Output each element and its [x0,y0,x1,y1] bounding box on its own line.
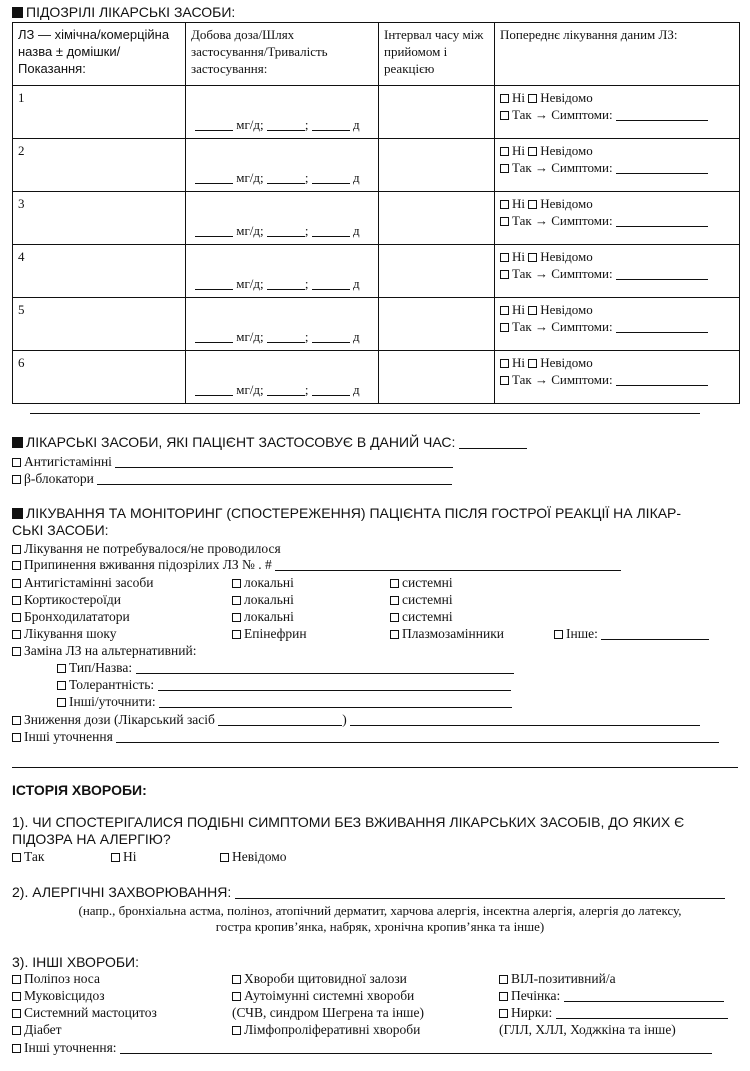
interval-cell[interactable] [379,139,495,192]
table-row [13,139,740,192]
q3-text: 3). ІНШІ ХВОРОБИ: [12,954,139,970]
suspect-drugs-table [12,22,740,404]
table-row [13,298,740,351]
symptoms-field[interactable] [616,161,708,174]
row-number[interactable]: 1 [13,86,186,139]
disease-item[interactable]: Діабет [12,1022,62,1038]
header-drug: ЛЗ — хімічна/комерційна назва ± домішки/Показання: [13,23,186,86]
disease-item[interactable]: Печінка: [499,988,724,1004]
checkbox-no[interactable] [500,94,509,103]
broncho-local[interactable]: локальні [232,609,294,625]
previous-treatment-cell: Ні Невідомо Так → Симптоми: [495,86,740,139]
checkbox-yes[interactable] [500,164,509,173]
q1-no[interactable]: Ні [111,849,137,865]
disease-note: (СЧВ, синдром Шегрена та інше) [232,1005,424,1020]
checkbox-yes[interactable] [500,111,509,120]
checkbox-unknown[interactable] [528,306,537,315]
other-option[interactable]: Інше: [554,626,709,642]
square-bullet-icon [12,508,23,519]
cortico-local[interactable]: локальні [232,592,294,608]
disease-item[interactable]: Лімфопроліферативні хвороби [232,1022,420,1038]
disease-item[interactable]: Хвороби щитовидної залози [232,971,407,987]
checkbox-unknown[interactable] [528,147,537,156]
interval-cell[interactable] [379,245,495,298]
dose-cell[interactable]: мг/д; ; д [186,351,379,404]
disease-item[interactable]: Поліпоз носа [12,971,100,987]
no-treatment-option[interactable]: Лікування не потребувалося/не проводилося [12,541,281,557]
disease-item[interactable]: Аутоімунні системні хвороби [232,988,414,1004]
disease-item[interactable]: ВІЛ-позитивний/а [499,971,616,987]
checkbox-yes[interactable] [500,217,509,226]
replace-type[interactable]: Тип/Назва: [57,660,514,676]
q1-text-cont: ПІДОЗРА НА АЛЕРГІЮ? [12,831,171,847]
stop-option[interactable]: Припинення вживання підозрілих ЛЗ № . # [12,557,621,573]
interval-cell[interactable] [379,86,495,139]
dose-reduce-option[interactable]: Зниження дози (Лікарський засіб ) [12,712,700,728]
checkbox-yes[interactable] [500,376,509,385]
row-number[interactable]: 2 [13,139,186,192]
dose-cell[interactable]: мг/д; ; д [186,298,379,351]
shock-option[interactable]: Лікування шоку [12,626,117,642]
checkbox-no[interactable] [500,359,509,368]
q1-yes[interactable]: Так [12,849,44,865]
plasma-option[interactable]: Плазмозамінники [390,626,504,642]
checkbox-unknown[interactable] [528,200,537,209]
header-dose: Добова доза/Шлях застосування/Тривалість застосування: [186,23,379,86]
dose-cell[interactable]: мг/д; ; д [186,86,379,139]
disease-item[interactable]: Системний мастоцитоз [12,1005,157,1021]
row-number[interactable]: 6 [13,351,186,404]
checkbox-unknown[interactable] [528,253,537,262]
symptoms-field[interactable] [616,373,708,386]
q2-text: 2). АЛЕРГІЧНІ ЗАХВОРЮВАННЯ: [12,884,725,900]
checkbox-yes[interactable] [500,323,509,332]
disease-item[interactable]: Нирки: [499,1005,728,1021]
broncho-systemic[interactable]: системні [390,609,453,625]
dose-cell[interactable]: мг/д; ; д [186,139,379,192]
divider [30,413,700,414]
q1-unknown[interactable]: Невідомо [220,849,287,865]
antihist-option[interactable]: Антигістамінні засоби [12,575,153,591]
suspect-section-title: ПІДОЗРІЛІ ЛІКАРСЬКІ ЗАСОБИ: [12,4,235,20]
checkbox-unknown[interactable] [528,359,537,368]
row-number[interactable]: 5 [13,298,186,351]
dose-cell[interactable]: мг/д; ; д [186,192,379,245]
symptoms-field[interactable] [616,267,708,280]
broncho-option[interactable]: Бронходилататори [12,609,130,625]
replace-option[interactable]: Заміна ЛЗ на альтернативний: [12,643,196,659]
previous-treatment-cell: Ні Невідомо Так → Симптоми: [495,298,740,351]
checkbox[interactable] [12,458,21,467]
epinephrine-option[interactable]: Епінефрин [232,626,307,642]
checkbox-unknown[interactable] [528,94,537,103]
divider [12,767,738,768]
previous-treatment-cell: Ні Невідомо Так → Симптоми: [495,192,740,245]
cortico-systemic[interactable]: системні [390,592,453,608]
checkbox-no[interactable] [500,306,509,315]
antihist-local[interactable]: локальні [232,575,294,591]
table-row [13,192,740,245]
checkbox-no[interactable] [500,253,509,262]
table-row [13,245,740,298]
q2-note: (напр., бронхіальна астма, поліноз, атопічний дерматит, харчова алергія, інсектна алергія, алергія до латексу, [78,903,682,918]
previous-treatment-cell: Ні Невідомо Так → Симптоми: [495,139,740,192]
interval-cell[interactable] [379,351,495,404]
antihist-systemic[interactable]: системні [390,575,453,591]
checkbox-yes[interactable] [500,270,509,279]
symptoms-field[interactable] [616,214,708,227]
current-drugs-title: ЛІКАРСЬКІ ЗАСОБИ, ЯКІ ПАЦІЄНТ ЗАСТОСОВУЄ В ДАНИЙ ЧАС: [12,434,527,450]
symptoms-field[interactable] [616,108,708,121]
row-number[interactable]: 4 [13,245,186,298]
disease-item[interactable]: Муковісцидоз [12,988,105,1004]
checkbox[interactable] [12,475,21,484]
row-number[interactable]: 3 [13,192,186,245]
interval-cell[interactable] [379,192,495,245]
header-interval: Інтервал часу між прийомом і реакцією [379,23,495,86]
symptoms-field[interactable] [616,320,708,333]
other-notes-option[interactable]: Інші уточнення [12,729,719,745]
q1-text: 1). ЧИ СПОСТЕРІГАЛИСЯ ПОДІБНІ СИМПТОМИ БЕЗ ВЖИВАННЯ ЛІКАРСЬКИХ ЗАСОБІВ, ДО ЯКИХ Є [12,814,685,830]
replace-other[interactable]: Інші/уточнити: [57,694,512,710]
interval-cell[interactable] [379,298,495,351]
history-title: ІСТОРІЯ ХВОРОБИ: [12,782,147,798]
table-header-row [13,23,740,86]
other-diseases[interactable]: Інші уточнення: [12,1040,712,1056]
previous-treatment-cell: Ні Невідомо Так → Симптоми: [495,351,740,404]
dose-cell[interactable]: мг/д; ; д [186,245,379,298]
table-row [13,86,740,139]
current-item-beta-blockers[interactable]: β-блокатори [12,471,452,487]
table-row [13,351,740,404]
treatment-title-cont: СЬКІ ЗАСОБИ: [12,522,109,538]
checkbox-no[interactable] [500,147,509,156]
current-item-antihistamines[interactable]: Антигістамінні [12,454,453,470]
header-previous: Попереднє лікування даним ЛЗ: [495,23,740,86]
q2-note-cont: гостра кропив’янка, набряк, хронічна кропив’янка та інше) [215,919,545,934]
replace-tolerance[interactable]: Толерантність: [57,677,511,693]
previous-treatment-cell: Ні Невідомо Так → Симптоми: [495,245,740,298]
square-bullet-icon [12,437,23,448]
treatment-title: ЛІКУВАННЯ ТА МОНІТОРИНГ (СПОСТЕРЕЖЕННЯ) ПАЦІЄНТА ПІСЛЯ ГОСТРОЇ РЕАКЦІЇ НА ЛІКАР- [12,505,681,521]
cortico-option[interactable]: Кортикостероїди [12,592,121,608]
disease-note: (ГЛЛ, ХЛЛ, Ходжкіна та інше) [499,1022,676,1037]
checkbox-no[interactable] [500,200,509,209]
square-bullet-icon [12,7,23,18]
